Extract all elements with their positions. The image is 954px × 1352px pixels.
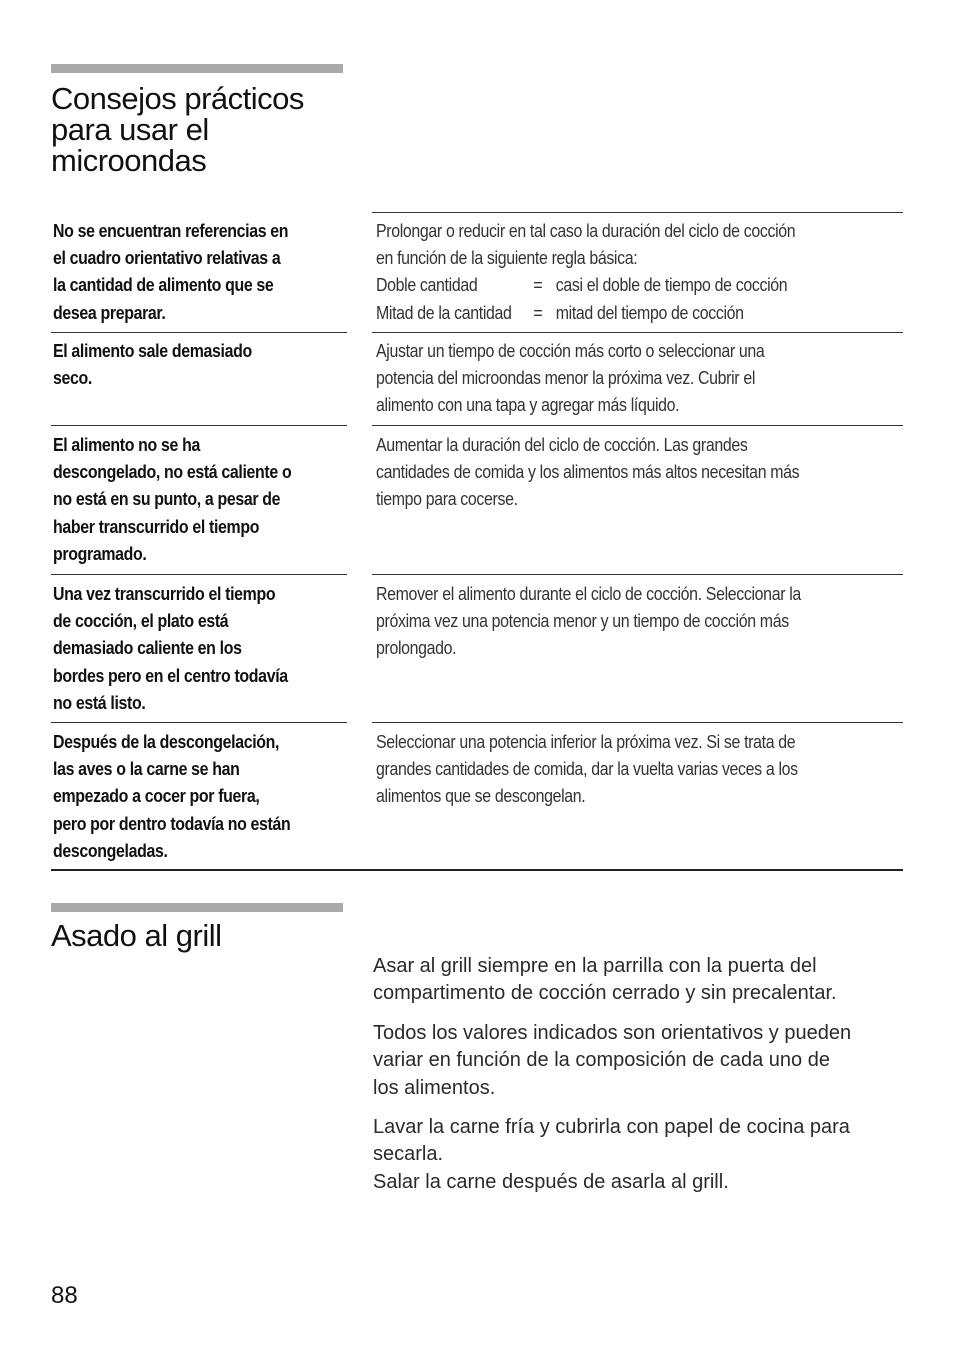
rule-value: mitad del tiempo de cocción [555, 301, 744, 323]
solution-line: próxima vez una potencia menor y un tiempo de cocción más [376, 610, 789, 632]
paragraph-grill-3 [373, 1114, 850, 1196]
paragraph-grill-2 [373, 1020, 851, 1102]
solution-line: cantidades de comida y los alimentos más altos necesitan más [376, 461, 800, 483]
table-row-3-solution [376, 431, 799, 513]
solution-line: grandes cantidades de comida, dar la vuelta varias veces a los [376, 758, 798, 780]
row-rule-left [51, 425, 347, 426]
problem-line: demasiado caliente en los [53, 637, 242, 659]
table-top-rule-right [372, 212, 903, 213]
table-row-3-problem [53, 431, 291, 567]
paragraph-line: variar en función de la composición de cada uno de [373, 1049, 830, 1072]
solution-line: potencia del microondas menor la próxima vez. Cubrir el [376, 367, 756, 389]
rule-term: Doble cantidad [376, 274, 478, 296]
row-rule-right [372, 332, 903, 333]
solution-line: Seleccionar una potencia inferior la próxima vez. Si se trata de [376, 731, 796, 752]
problem-line: desea preparar. [53, 301, 166, 323]
paragraph-line: secarla. [373, 1143, 444, 1166]
rule-equals: = [533, 301, 543, 323]
problem-line: no está listo. [53, 691, 146, 713]
problem-line: pero por dentro todavía no están [53, 812, 291, 834]
row-rule-right [372, 722, 903, 723]
page-number: 88 [51, 1282, 78, 1309]
rule-term: Mitad de la cantidad [376, 301, 512, 323]
solution-line: Remover el alimento durante el ciclo de cocción. Seleccionar la [376, 583, 801, 604]
problem-line: de cocción, el plato está [53, 610, 229, 632]
paragraph-line: los alimentos. [373, 1076, 496, 1099]
rule-value: casi el doble de tiempo de cocción [555, 274, 788, 296]
row-rule-left [51, 574, 347, 575]
table-row-1-problem [53, 217, 288, 326]
title-line: para usar el [51, 112, 209, 147]
rule-half [376, 299, 795, 326]
paragraph-grill-1 [373, 953, 837, 1008]
title-line: microondas [51, 143, 207, 178]
paragraph-line: Todos los valores indicados son orientativos y pueden [373, 1022, 852, 1044]
solution-line: alimentos que se descongelan. [376, 785, 586, 807]
problem-line: las aves o la carne se han [53, 758, 240, 780]
problem-line: El alimento sale demasiado [53, 340, 252, 361]
row-rule-left [51, 332, 347, 333]
solution-line: tiempo para cocerse. [376, 488, 518, 510]
problem-line: no está en su punto, a pesar de [53, 488, 281, 510]
table-row-4-solution [376, 580, 801, 662]
problem-line: descongelado, no está caliente o [53, 461, 292, 483]
problem-line: bordes pero en el centro todavía [53, 664, 288, 686]
table-row-4-problem [53, 580, 288, 716]
paragraph-line: Salar la carne después de asarla al grill. [373, 1170, 729, 1193]
problem-line: haber transcurrido el tiempo [53, 515, 260, 537]
section-title-asado [51, 920, 221, 951]
solution-line: Ajustar un tiempo de cocción más corto o seleccionar una [376, 340, 765, 361]
problem-line: programado. [53, 542, 147, 564]
problem-line: seco. [53, 367, 92, 389]
solution-line: Prolongar o reducir en tal caso la duración del ciclo de cocción [376, 220, 796, 241]
paragraph-line: Asar al grill siempre en la parrilla con la puerta del [373, 955, 817, 977]
table-row-5-solution [376, 728, 798, 810]
section-title-consejos [51, 83, 304, 176]
paragraph-line: compartimento de cocción cerrado y sin precalentar. [373, 982, 837, 1005]
table-row-5-problem [53, 728, 290, 864]
section-bar [51, 64, 343, 73]
solution-line: en función de la siguiente regla básica: [376, 247, 638, 269]
table-row-1-solution [376, 217, 795, 326]
problem-line: Una vez transcurrido el tiempo [53, 583, 276, 604]
solution-line: prolongado. [376, 637, 457, 659]
table-row-2-problem [53, 337, 252, 391]
solution-line: Aumentar la duración del ciclo de cocción. Las grandes [376, 434, 748, 455]
problem-line: el cuadro orientativo relativas a [53, 247, 281, 269]
row-rule-left [51, 722, 347, 723]
rule-equals: = [533, 274, 543, 296]
title-line: Asado al grill [51, 918, 222, 953]
problem-line: El alimento no se ha [53, 434, 200, 455]
problem-line: empezado a cocer por fuera, [53, 785, 260, 807]
rule-double [376, 271, 795, 298]
table-row-2-solution [376, 337, 764, 419]
table-bottom-rule [51, 869, 903, 871]
paragraph-line: Lavar la carne fría y cubrirla con papel de cocina para [373, 1116, 850, 1138]
solution-line: alimento con una tapa y agregar más líquido. [376, 394, 680, 416]
problem-line: No se encuentran referencias en [53, 220, 289, 241]
title-line: Consejos prácticos [51, 81, 304, 116]
section-bar [51, 903, 343, 912]
problem-line: descongeladas. [53, 839, 168, 861]
problem-line: la cantidad de alimento que se [53, 274, 274, 296]
problem-line: Después de la descongelación, [53, 731, 280, 752]
row-rule-right [372, 425, 903, 426]
row-rule-right [372, 574, 903, 575]
